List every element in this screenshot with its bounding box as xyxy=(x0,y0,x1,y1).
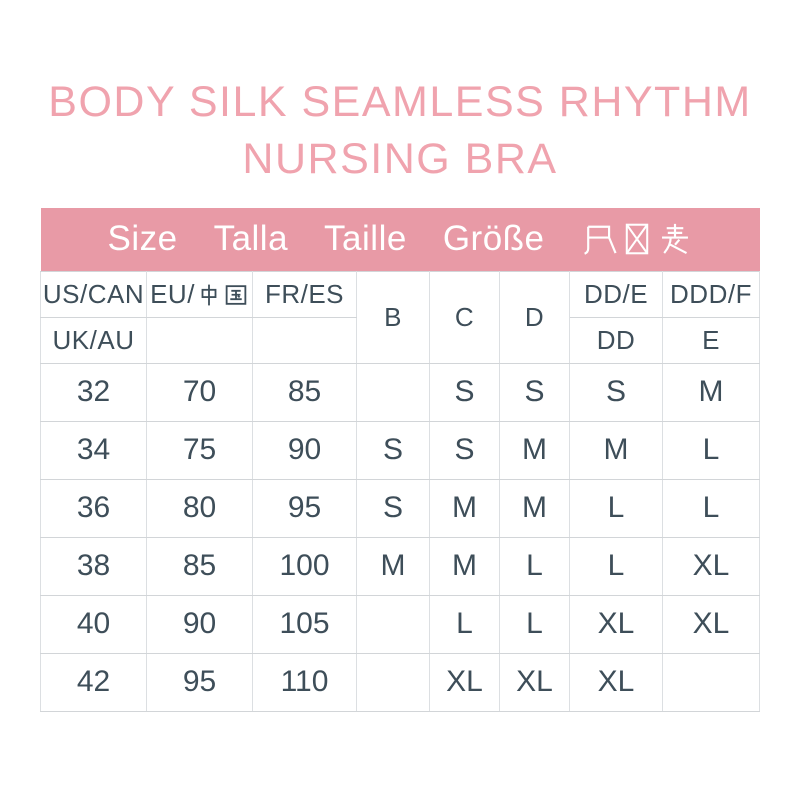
page-title-line-1: BODY SILK SEAMLESS RHYTHM xyxy=(48,78,752,126)
page-title-line-2: NURSING BRA xyxy=(242,134,558,183)
table-cell: S xyxy=(570,363,663,421)
table-cell: XL xyxy=(663,595,760,653)
cjk-chi-icon xyxy=(581,220,617,258)
header-us-can: US/CAN xyxy=(41,271,147,317)
header-eu-empty xyxy=(147,317,253,363)
table-cell: 75 xyxy=(147,421,253,479)
table-cell: L xyxy=(663,479,760,537)
table-row-32 xyxy=(41,363,760,421)
banner-word-groesse: Größe xyxy=(442,219,545,258)
size-table-header xyxy=(41,271,760,363)
table-row-40 xyxy=(41,595,760,653)
table-cell: XL xyxy=(430,653,500,711)
table-cell: 90 xyxy=(147,595,253,653)
table-cell: 38 xyxy=(41,537,147,595)
table-cell: S xyxy=(357,479,430,537)
table-cell: M xyxy=(570,421,663,479)
page xyxy=(0,74,800,800)
banner-word-talla: Talla xyxy=(213,219,289,258)
table-cell: 85 xyxy=(253,363,357,421)
table-cell: 70 xyxy=(147,363,253,421)
page-title xyxy=(40,74,760,188)
table-row-34 xyxy=(41,421,760,479)
table-cell: 95 xyxy=(253,479,357,537)
table-row-42 xyxy=(41,653,760,711)
header-cup-c: C xyxy=(430,271,500,363)
table-cell xyxy=(357,595,430,653)
header-eu-china xyxy=(147,271,253,317)
size-chart-banner xyxy=(41,208,760,271)
table-cell xyxy=(663,653,760,711)
header-uk-au: UK/AU xyxy=(41,317,147,363)
table-cell: XL xyxy=(570,595,663,653)
table-cell: 80 xyxy=(147,479,253,537)
cjk-biao-icon xyxy=(657,220,693,258)
table-cell: 95 xyxy=(147,653,253,711)
table-cell: 90 xyxy=(253,421,357,479)
table-cell: L xyxy=(500,595,570,653)
table-cell: L xyxy=(500,537,570,595)
header-row-1 xyxy=(41,271,760,317)
cjk-zhong-icon xyxy=(196,281,222,309)
banner-cjk-size-chart-text xyxy=(581,220,693,258)
table-cell: L xyxy=(663,421,760,479)
table-cell: L xyxy=(570,537,663,595)
size-table-body xyxy=(41,363,760,711)
table-cell: S xyxy=(357,421,430,479)
header-dd-e: DD/E xyxy=(570,271,663,317)
missing-glyph-tofu-icon xyxy=(620,220,654,258)
table-cell: XL xyxy=(663,537,760,595)
header-e: E xyxy=(663,317,760,363)
table-cell: S xyxy=(500,363,570,421)
table-cell: M xyxy=(663,363,760,421)
header-cup-d: D xyxy=(500,271,570,363)
header-dd: DD xyxy=(570,317,663,363)
banner-word-taille: Taille xyxy=(324,219,407,258)
table-cell: 32 xyxy=(41,363,147,421)
table-cell: 42 xyxy=(41,653,147,711)
table-cell: M xyxy=(430,479,500,537)
table-cell: XL xyxy=(500,653,570,711)
table-cell: 40 xyxy=(41,595,147,653)
table-row-38 xyxy=(41,537,760,595)
table-cell: 105 xyxy=(253,595,357,653)
table-cell: 34 xyxy=(41,421,147,479)
table-cell xyxy=(357,363,430,421)
table-cell: L xyxy=(430,595,500,653)
table-cell: M xyxy=(500,479,570,537)
header-ddd-f: DDD/F xyxy=(663,271,760,317)
header-fr-es: FR/ES xyxy=(253,271,357,317)
header-eu-prefix: EU/ xyxy=(150,278,195,309)
table-cell: 110 xyxy=(253,653,357,711)
cjk-guo-icon xyxy=(223,281,249,309)
table-cell: S xyxy=(430,363,500,421)
table-cell: S xyxy=(430,421,500,479)
table-cell xyxy=(357,653,430,711)
table-cell: M xyxy=(430,537,500,595)
banner-word-size: Size xyxy=(107,219,178,258)
table-cell: M xyxy=(500,421,570,479)
table-cell: 85 xyxy=(147,537,253,595)
header-cup-b: B xyxy=(357,271,430,363)
table-cell: 36 xyxy=(41,479,147,537)
table-cell: M xyxy=(357,537,430,595)
table-cell: XL xyxy=(570,653,663,711)
table-cell: L xyxy=(570,479,663,537)
table-cell: 100 xyxy=(253,537,357,595)
size-table xyxy=(40,271,760,712)
table-row-36 xyxy=(41,479,760,537)
header-fr-empty xyxy=(253,317,357,363)
